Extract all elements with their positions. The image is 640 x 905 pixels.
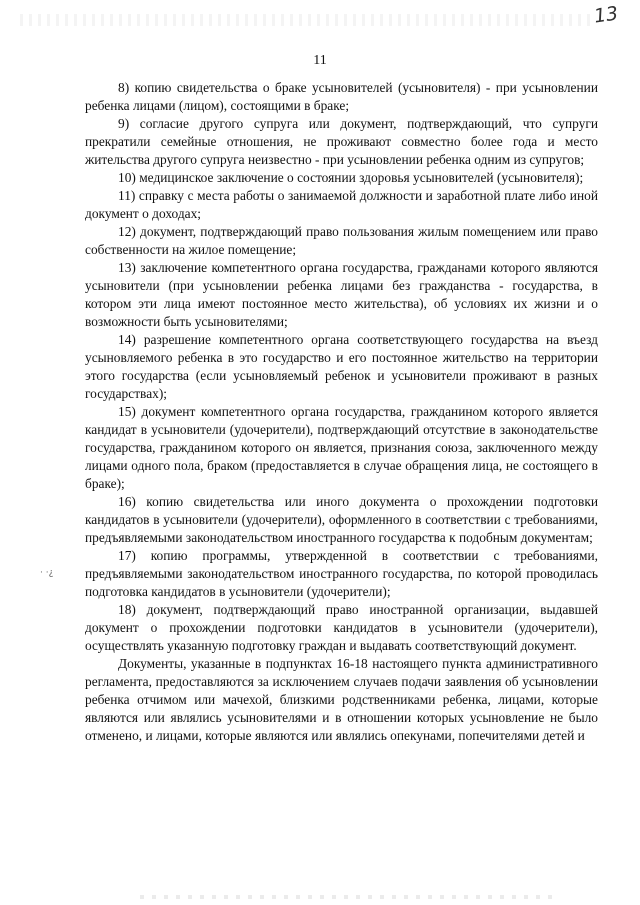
- margin-mark: · ·¿: [40, 568, 54, 578]
- paragraph-13: 13) заключение компетентного органа государства, гражданами которого являются усыновители (при усыновлении ребенка лицами без гражданства - государства, в котором эти лица имеют постоянное место жительства), об условиях их жизни и о возможности быть усыновителями;: [85, 260, 598, 329]
- scan-artifact-top: [20, 14, 590, 26]
- handwritten-sheet-number: 13: [592, 2, 620, 28]
- paragraph-11: 11) справку с места работы о занимаемой должности и заработной плате либо иной документ о доходах;: [85, 188, 598, 221]
- paragraph-9: 9) согласие другого супруга или документ, подтверждающий, что супруги прекратили семейные отношения, не проживают совместно более года и место жительства другого супруга неизвестно - при усыновлении ребенка одним из супругов;: [85, 116, 598, 167]
- paragraph-documents-note: Документы, указанные в подпунктах 16-18 настоящего пункта административного регламента, предоставляются за исключением случаев подачи заявления об усыновлении ребенка отчимом или мачехой, близкими родственниками ребенка, лицами, которые являются или являлись усыновителями и в отношении которых усыновление не было отменено, и лицами, которые являются или являлись опекунами, попечителями детей и: [85, 656, 598, 743]
- paragraph-10: 10) медицинское заключение о состоянии здоровья усыновителей (усыновителя);: [118, 170, 584, 185]
- paragraph-17: 17) копию программы, утвержденной в соответствии с требованиями, предъявляемыми законодательством иностранного государства, по которой проводилась подготовка кандидатов в усыновители (удочерители);: [85, 548, 598, 599]
- paragraph-14: 14) разрешение компетентного органа соответствующего государства на въезд усыновляемого ребенка в это государство и его постоянное жительство на территории этого государства (если усыновляемый ребенок и усыновители проживают в разных государствах);: [85, 332, 598, 401]
- paragraph-15: 15) документ компетентного органа государства, гражданином которого является кандидат в усыновители (удочерители), подтверждающий отсутствие в законодательстве государства, гражданином которого он является, признания союза, заключенного между лицами одного пола, браком (предоставляется в случае обращения лица, не состоящего в браке);: [85, 404, 598, 491]
- document-body: [85, 79, 598, 745]
- paragraph-16: 16) копию свидетельства или иного документа о прохождении подготовки кандидатов в усыновители (удочерители), оформленного в соответствии с требованиями, предъявляемыми законодательством иностранного государства к подобным документам;: [85, 494, 598, 545]
- paragraph-8: 8) копию свидетельства о браке усыновителей (усыновителя) - при усыновлении ребенка лицами (лицом), состоящими в браке;: [85, 80, 598, 113]
- scan-artifact-bottom: [140, 895, 560, 899]
- paragraph-12: 12) документ, подтверждающий право пользования жилым помещением или право собственности на жилое помещение;: [85, 224, 598, 257]
- page-number: 11: [313, 53, 327, 68]
- paragraph-18: 18) документ, подтверждающий право иностранной организации, выдавшей документ о прохождении подготовки кандидатов в усыновители (удочерители), осуществлять указанную подготовку граждан и выдавать соответствующий документ.: [85, 602, 598, 653]
